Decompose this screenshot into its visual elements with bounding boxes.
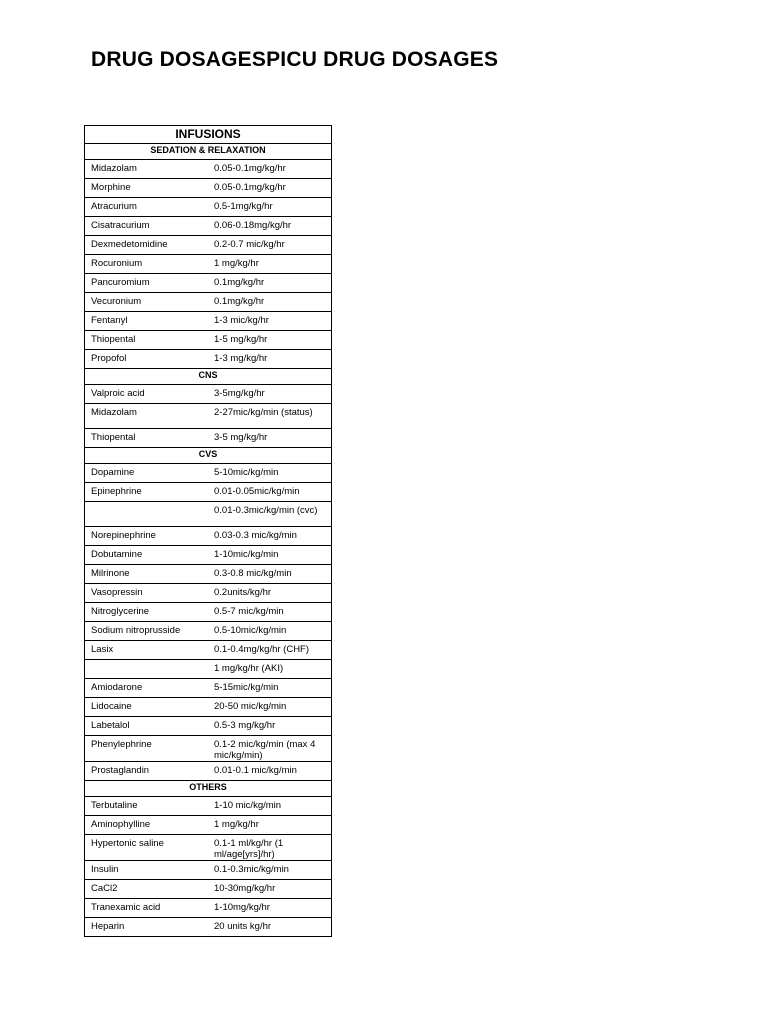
drug-dose: 1-3 mic/kg/hr [208,312,332,331]
table-row [85,331,332,350]
table-header-row [85,126,332,144]
drug-dose: 1 mg/kg/hr [208,255,332,274]
drug-name: Norepinephrine [85,527,209,546]
drug-name: Thiopental [85,429,209,448]
table-row [85,861,332,880]
drug-dose: 5-10mic/kg/min [208,464,332,483]
drug-dose: 0.1mg/kg/hr [208,293,332,312]
table-row [85,762,332,781]
table-row [85,236,332,255]
drug-name: Labetalol [85,717,209,736]
table-row [85,565,332,584]
table-row [85,679,332,698]
table-row [85,502,332,527]
drug-name: Propofol [85,350,209,369]
drug-dose: 1-5 mg/kg/hr [208,331,332,350]
table-row [85,404,332,429]
drug-dose: 0.01-0.1 mic/kg/min [208,762,332,781]
table-row [85,293,332,312]
drug-dose: 0.2-0.7 mic/kg/hr [208,236,332,255]
drug-dose: 3-5 mg/kg/hr [208,429,332,448]
table-row [85,217,332,236]
table-row [85,483,332,502]
drug-name: Aminophylline [85,816,209,835]
drug-dose: 0.2units/kg/hr [208,584,332,603]
drug-dose: 3-5mg/kg/hr [208,385,332,404]
drug-name: Midazolam [85,160,209,179]
infusions-table [84,125,332,937]
table-row [85,385,332,404]
table-row [85,312,332,331]
drug-dose: 0.5-1mg/kg/hr [208,198,332,217]
drug-name: Milrinone [85,565,209,584]
drug-name: Lidocaine [85,698,209,717]
table-header: INFUSIONS [85,126,332,144]
table-row [85,255,332,274]
drug-dose: 1-10mg/kg/hr [208,899,332,918]
drug-name: Insulin [85,861,209,880]
section-header-row [85,448,332,464]
drug-name: Nitroglycerine [85,603,209,622]
drug-name: Morphine [85,179,209,198]
drug-name: Lasix [85,641,209,660]
drug-dose: 5-15mic/kg/min [208,679,332,698]
section-header-row [85,369,332,385]
drug-name: Dopamine [85,464,209,483]
drug-dose: 0.5-7 mic/kg/min [208,603,332,622]
table-row [85,816,332,835]
section-title: CVS [85,448,332,464]
drug-dose: 0.05-0.1mg/kg/hr [208,179,332,198]
drug-name: Midazolam [85,404,209,429]
table-row [85,584,332,603]
table-row [85,546,332,565]
drug-name: Prostaglandin [85,762,209,781]
drug-dose: 0.01-0.3mic/kg/min (cvc) [208,502,332,527]
drug-name: Vasopressin [85,584,209,603]
drug-dose: 2-27mic/kg/min (status) [208,404,332,429]
table-row [85,527,332,546]
table-row [85,918,332,937]
drug-dose: 0.1-2 mic/kg/min (max 4 mic/kg/min) [208,736,332,762]
drug-dose: 0.1-0.4mg/kg/hr (CHF) [208,641,332,660]
section-header-row [85,144,332,160]
drug-dose: 20-50 mic/kg/min [208,698,332,717]
drug-name: Dobutamine [85,546,209,565]
table-row [85,660,332,679]
table-row [85,641,332,660]
section-title: SEDATION & RELAXATION [85,144,332,160]
drug-name: Rocuronium [85,255,209,274]
drug-dose: 0.5-10mic/kg/min [208,622,332,641]
document-title: DRUG DOSAGESPICU DRUG DOSAGES [91,48,499,71]
drug-name [85,660,209,679]
drug-dose: 0.1-0.3mic/kg/min [208,861,332,880]
drug-dose: 1 mg/kg/hr (AKI) [208,660,332,679]
drug-name: Atracurium [85,198,209,217]
drug-dose: 1-10mic/kg/min [208,546,332,565]
drug-name: Terbutaline [85,797,209,816]
drug-name: Phenylephrine [85,736,209,762]
drug-name: Epinephrine [85,483,209,502]
drug-name [85,502,209,527]
drug-name: Pancuromium [85,274,209,293]
drug-name: Cisatracurium [85,217,209,236]
section-title: CNS [85,369,332,385]
drug-dose: 0.1mg/kg/hr [208,274,332,293]
drug-dose: 1-3 mg/kg/hr [208,350,332,369]
drug-name: Vecuronium [85,293,209,312]
table-row [85,698,332,717]
drug-name: Dexmedetomidine [85,236,209,255]
drug-name: Sodium nitroprusside [85,622,209,641]
section-header-row [85,781,332,797]
drug-dose: 0.5-3 mg/kg/hr [208,717,332,736]
drug-name: Amiodarone [85,679,209,698]
table-row [85,835,332,861]
drug-dose: 0.01-0.05mic/kg/min [208,483,332,502]
table-row [85,736,332,762]
table-row [85,899,332,918]
drug-dose: 0.3-0.8 mic/kg/min [208,565,332,584]
drug-name: Tranexamic acid [85,899,209,918]
table-row [85,350,332,369]
table-row [85,160,332,179]
table-row [85,603,332,622]
drug-dose: 0.05-0.1mg/kg/hr [208,160,332,179]
table-row [85,797,332,816]
table-row [85,198,332,217]
table-row [85,179,332,198]
drug-name: Valproic acid [85,385,209,404]
drug-name: CaCl2 [85,880,209,899]
drug-dose: 0.03-0.3 mic/kg/min [208,527,332,546]
drug-dose: 0.1-1 ml/kg/hr (1 ml/age[yrs]/hr) [208,835,332,861]
table-row [85,717,332,736]
table-row [85,880,332,899]
drug-name: Heparin [85,918,209,937]
table-row [85,274,332,293]
section-title: OTHERS [85,781,332,797]
drug-name: Thiopental [85,331,209,350]
table-row [85,464,332,483]
drug-name: Hypertonic saline [85,835,209,861]
drug-dose: 10-30mg/kg/hr [208,880,332,899]
drug-dose: 1 mg/kg/hr [208,816,332,835]
table-row [85,622,332,641]
drug-dose: 1-10 mic/kg/min [208,797,332,816]
table-row [85,429,332,448]
drug-dose: 20 units kg/hr [208,918,332,937]
drug-name: Fentanyl [85,312,209,331]
drug-dose: 0.06-0.18mg/kg/hr [208,217,332,236]
